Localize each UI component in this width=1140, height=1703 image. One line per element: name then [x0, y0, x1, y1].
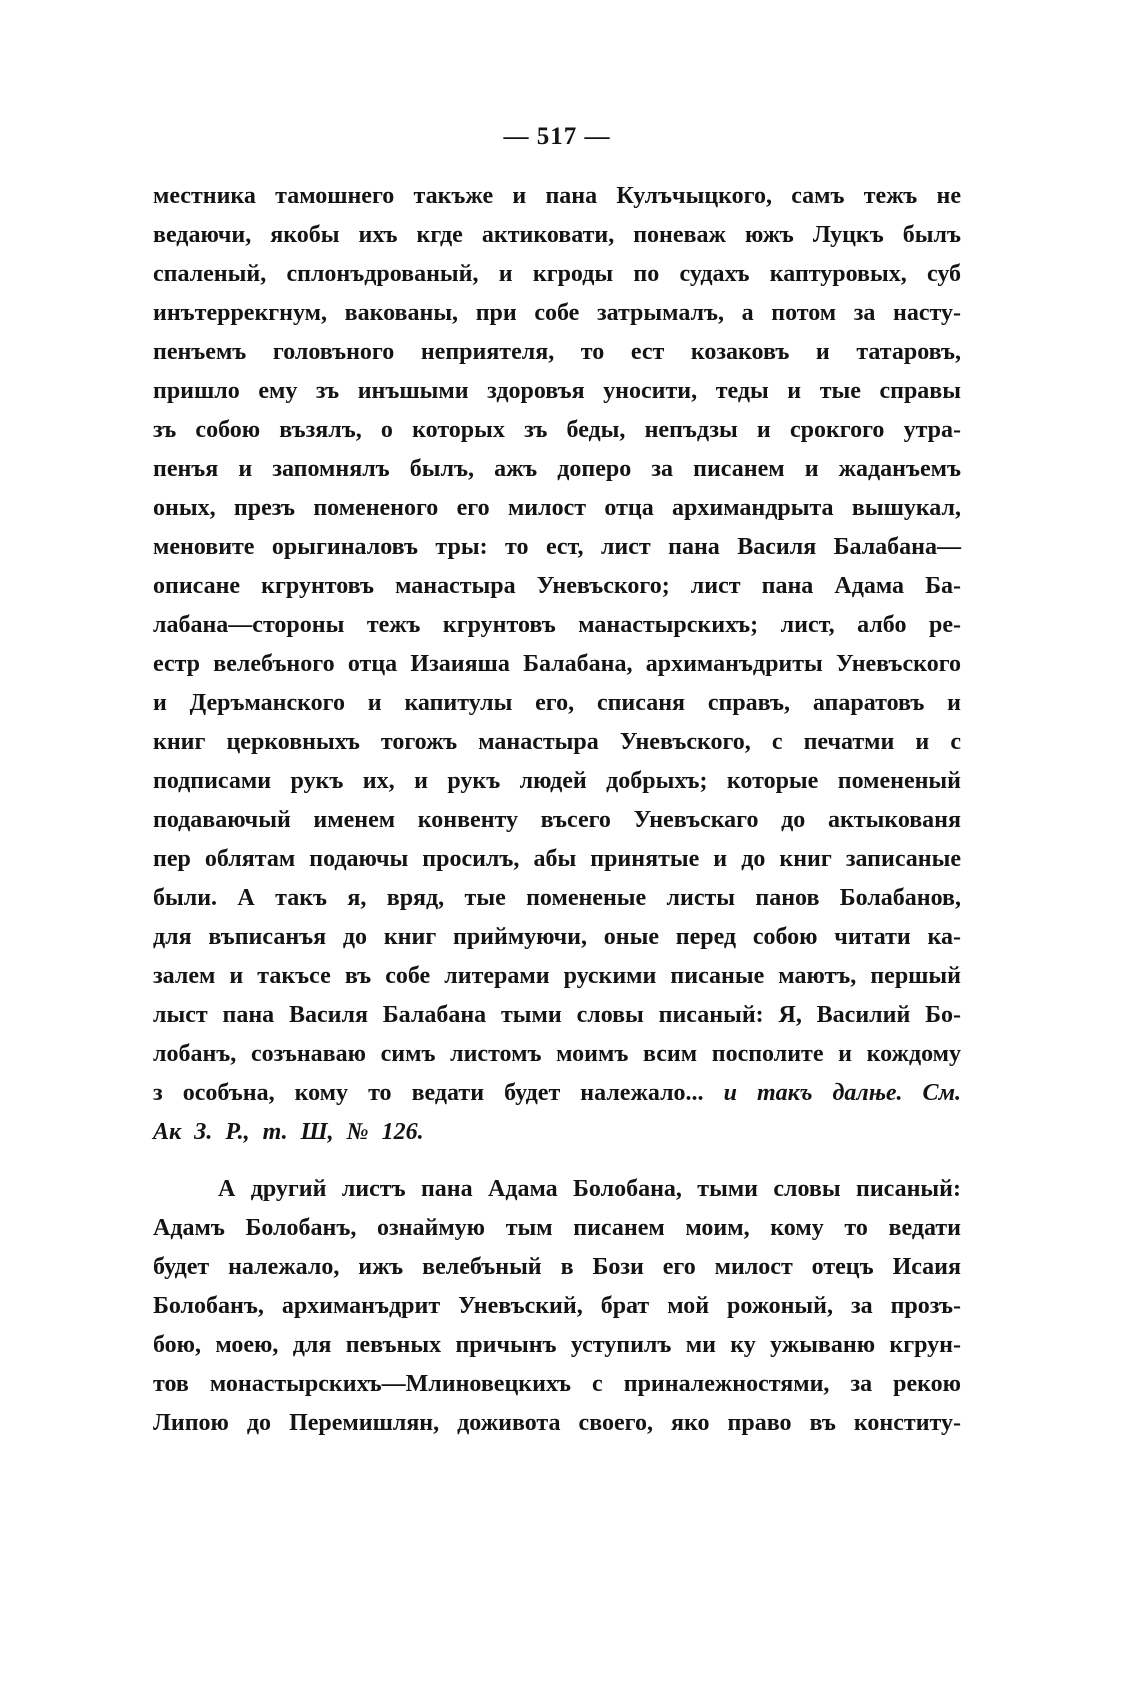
- text-line: Болобанъ, архиманъдрит Уневъский, брат мой рожоный, за прозъ-: [153, 1293, 961, 1319]
- text-line: спаленый, сплонъдрованый, и кгроды по судахъ каптуровых, суб: [153, 261, 961, 287]
- text-line: Адамъ Болобанъ, ознаймую тым писанем моим, кому то ведати: [153, 1215, 961, 1241]
- text-line: и Деръманского и капитулы его, списаня справъ, апаратовъ и: [153, 690, 961, 716]
- citation-line: Ак З. Р., т. Ш, № 126.: [153, 1119, 424, 1145]
- text-run: з особъна, кому то ведати будет належало...: [153, 1080, 704, 1106]
- text-line: лыст пана Василя Балабана тыми словы писаный: Я, Василий Бо-: [153, 1002, 961, 1028]
- text-line: для въписанъя до книг приймуючи, оные перед собою читати ка-: [153, 924, 961, 950]
- text-line: пенъемъ головъного неприятеля, то ест козаковъ и татаровъ,: [153, 339, 961, 365]
- text-line: зъ собою възялъ, о которых зъ беды, непъдзы и срокгого утра-: [153, 417, 961, 443]
- text-line: тов монастырскихъ—Млиновецкихъ с приналежностями, за рекою: [153, 1371, 961, 1397]
- text-line: бою, моею, для певъных причынъ уступилъ ми ку ужываню кгрун-: [153, 1332, 961, 1358]
- italic-reference: и такъ далње. См.: [723, 1080, 962, 1106]
- text-line: лабана—стороны тежъ кгрунтовъ манастырскихъ; лист, албо ре-: [153, 612, 961, 638]
- paragraph: [153, 1170, 961, 1443]
- text-line: залем и такъсе въ собе литерами рускими писаные маютъ, першый: [153, 963, 961, 989]
- text-line: инътеррекгнум, вакованы, при собе затрымалъ, а потом за насту-: [153, 300, 961, 326]
- text-line: подаваючый именем конвенту въсего Уневъскаго до актыкованя: [153, 807, 961, 833]
- text-line: пенъя и запомнялъ былъ, ажъ доперо за писанем и жаданъемъ: [153, 456, 961, 482]
- text-line: меновите орыгиналовъ тры: то ест, лист пана Василя Балабана—: [153, 534, 961, 560]
- text-line: подписами рукъ их, и рукъ людей добрыхъ; которые помененый: [153, 768, 961, 794]
- text-line: книг церковныхъ тогожъ манастыра Уневъского, с печатми и с: [153, 729, 961, 755]
- text-line: описане кгрунтовъ манастыра Уневъского; лист пана Адама Ба-: [153, 573, 961, 599]
- text-line: пришло ему зъ инъшыми здоровъя уносити, теды и тые справы: [153, 378, 961, 404]
- text-line: ведаючи, якобы ихъ кгде актиковати, поневаж южъ Луцкъ былъ: [153, 222, 961, 248]
- text-line: лобанъ, созънаваю симъ листомъ моимъ всим посполите и кождому: [153, 1041, 961, 1067]
- text-line: Липою до Перемишлян, доживота своего, яко право въ конститу-: [153, 1410, 961, 1436]
- text-line: будет належало, ижъ велебъный в Бози его милост отецъ Исаия: [153, 1254, 961, 1280]
- text-line: были. А такъ я, вряд, тые помененые листы панов Болабанов,: [153, 885, 961, 911]
- text-line: оных, презъ помененого его милост отца архимандрыта вышукал,: [153, 495, 961, 521]
- text-line: А другий листъ пана Адама Болобана, тыми словы писаный:: [218, 1176, 961, 1202]
- text-line: пер облятам подаючы просилъ, абы принятые и до книг записаные: [153, 846, 961, 872]
- text-line-closing: [153, 1074, 961, 1113]
- text-body: [153, 177, 961, 1443]
- text-line: местника тамошнего такъже и пана Кулъчыцкого, самъ тежъ не: [153, 183, 961, 209]
- paragraph: [153, 177, 961, 1152]
- text-line: естр велебъного отца Изаияша Балабана, архиманъдриты Уневъского: [153, 651, 961, 677]
- page-number: — 517 —: [503, 123, 611, 150]
